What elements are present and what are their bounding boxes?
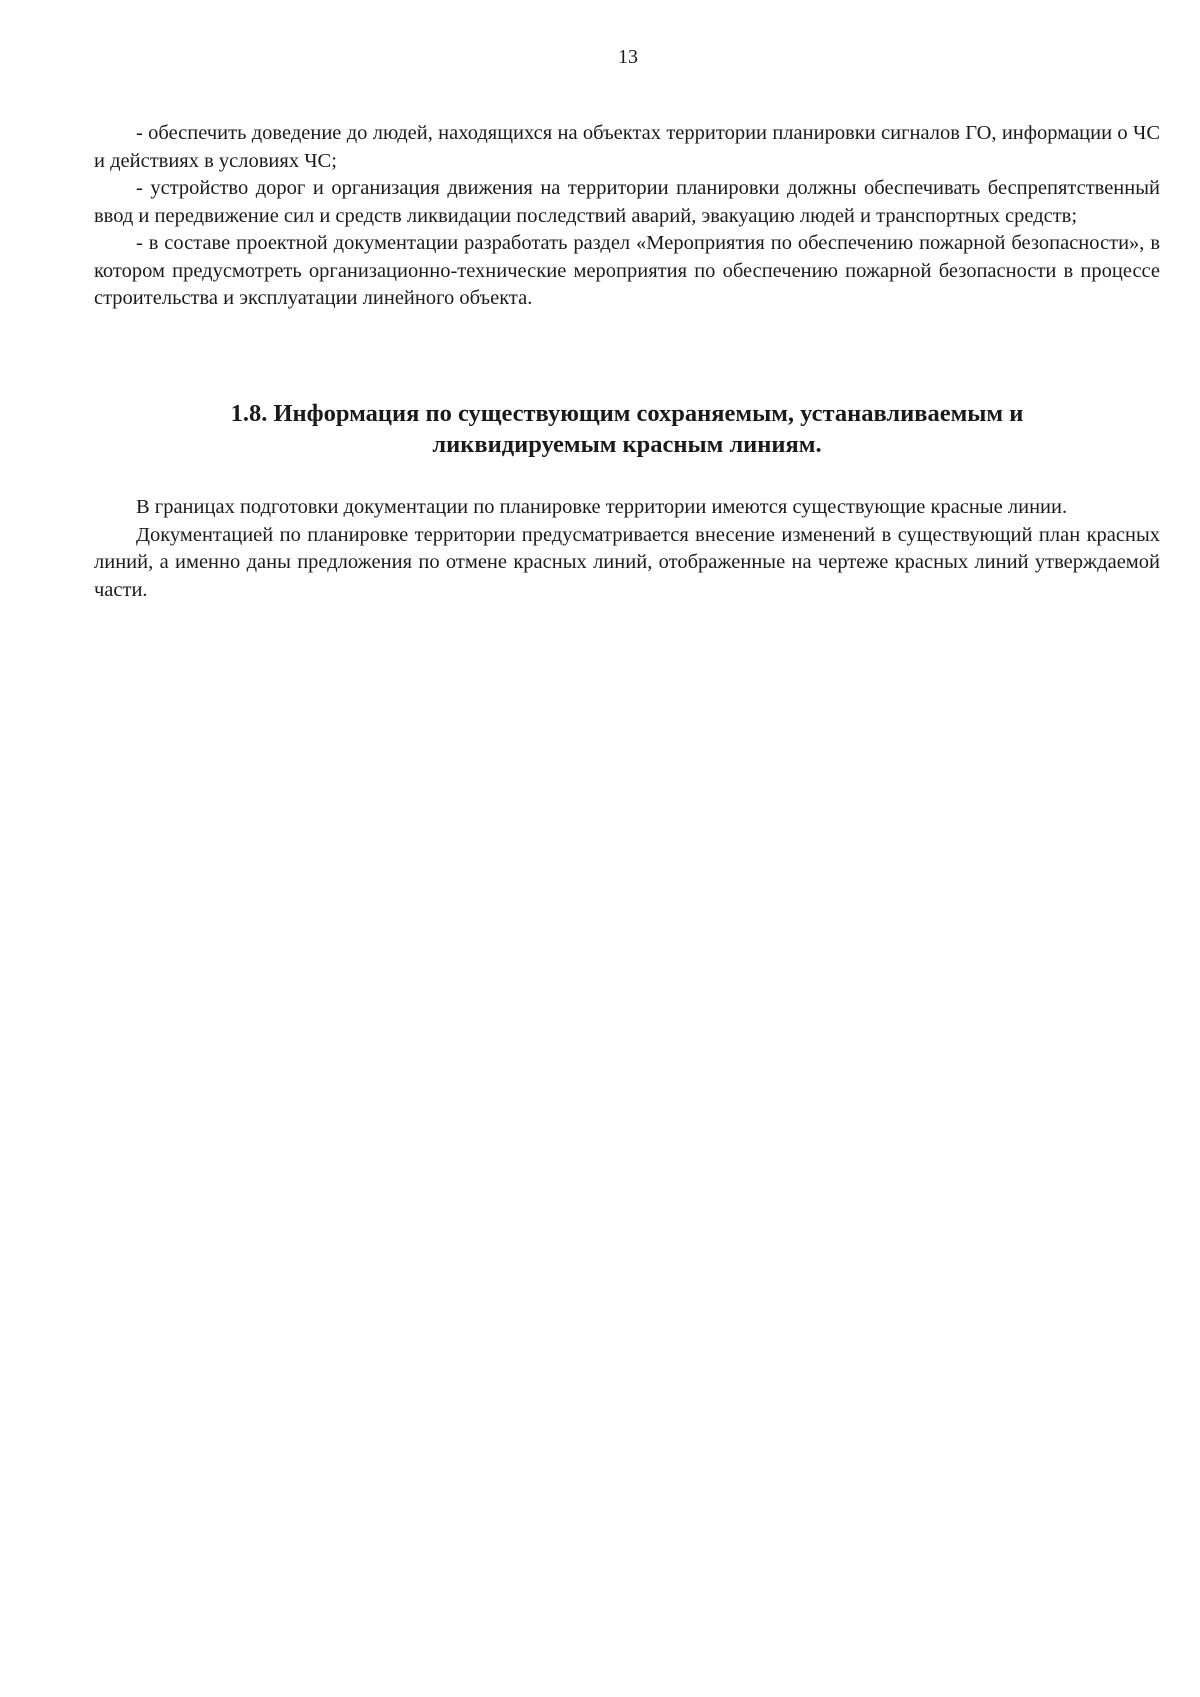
section-heading-line-1: 1.8. Информация по существующим сохраняемым, устанавливаемым и [230,400,1024,427]
page-number: 13 [618,46,638,68]
paragraph-red-lines-changes: Документацией по планировке территории предусматривается внесение изменений в существующий план красных линий, а именно даны предложения по отмене красных линий, отображенные на чертеже красных линий утверждаемой части. [94,523,1160,601]
paragraph-roads-and-traffic: - устройство дорог и организация движения на территории планировки должны обеспечивать беспрепятственный ввод и передвижение сил и средств ликвидации последствий аварий, эвакуацию людей и транспортных средств; [94,177,1160,227]
section-heading-line-2: ликвидируемым красным линиям. [432,431,822,458]
body-text-top [94,120,1160,313]
paragraph-existing-red-lines: В границах подготовки документации по планировке территории имеются существующие красные линии. [136,496,1068,518]
body-text-bottom [94,494,1160,604]
paragraph-fire-safety-section: - в составе проектной документации разработать раздел «Мероприятия по обеспечению пожарной безопасности», в котором предусмотреть организационно-технические мероприятия по обеспечению пожарной безопасности в процессе строительства и эксплуатации линейного объекта. [94,232,1160,309]
paragraph-civil-defense-signals: - обеспечить доведение до людей, находящихся на объектах территории планировки сигналов ГО, информации о ЧС и действиях в условиях ЧС; [94,122,1160,172]
section-heading-1-8 [94,398,1160,460]
